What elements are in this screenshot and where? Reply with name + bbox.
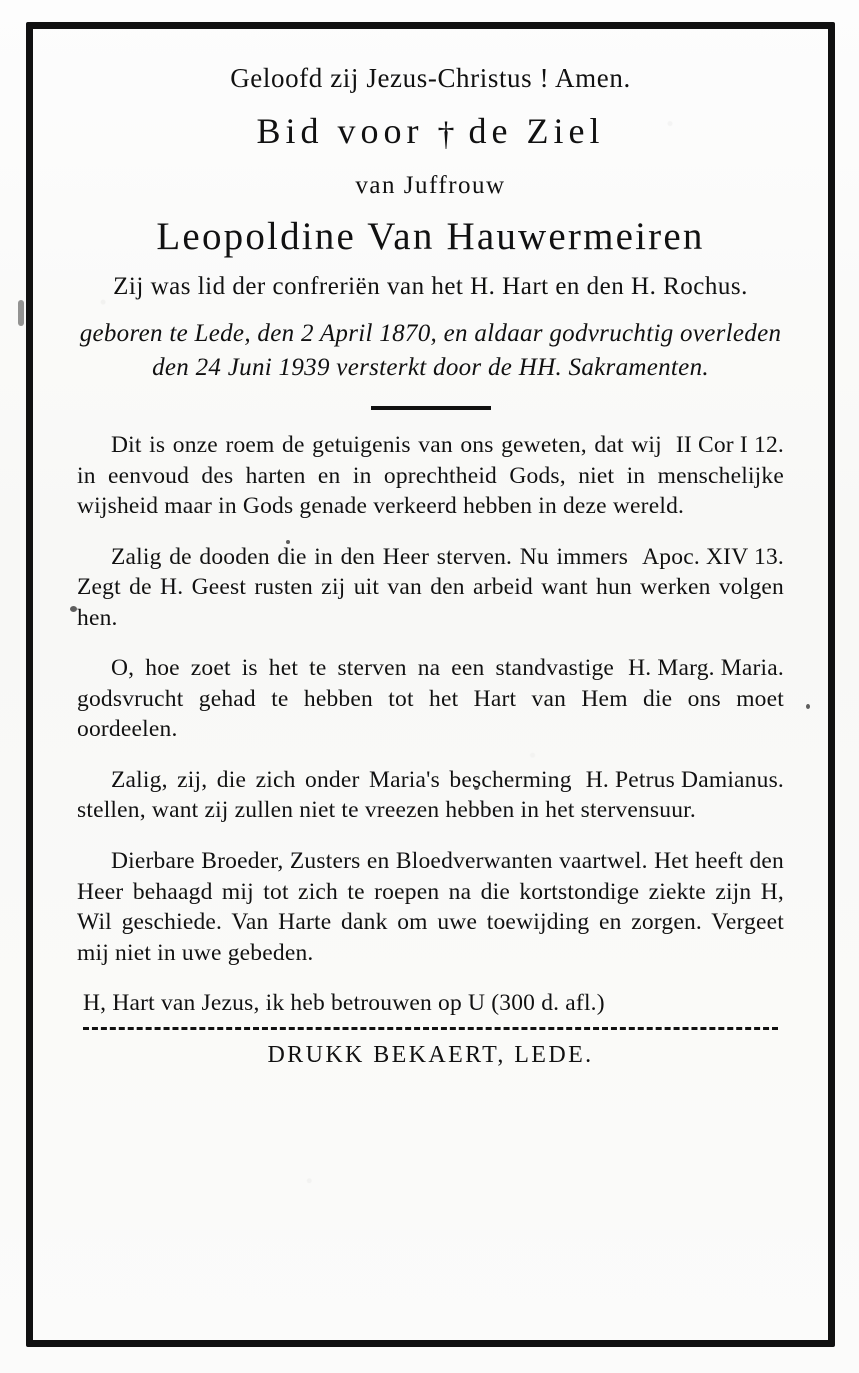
verse-4 [77, 765, 784, 826]
verse-2 [77, 542, 784, 634]
verse-1 [77, 430, 784, 522]
verse-1-text: Dit is onze roem de getuigenis van ons geweten, dat wij in eenvoud des harten en in oprechtheid Gods, niet in menschelijke wijsheid maar in Gods genade verkeerd hebben in deze wereld. [77, 432, 784, 520]
pray-suffix: de Ziel [468, 111, 605, 151]
scan-artifact [18, 300, 24, 326]
honorific: van Juffrouw [355, 172, 506, 199]
memorial-card-border [26, 22, 835, 1347]
membership-text: Zij was lid der confreriën van het H. Hart en den H. Rochus. [113, 273, 748, 300]
memorial-card-content [33, 29, 828, 1340]
cross-icon: † [437, 116, 455, 153]
verse-2-text: Zalig de dooden die in den Heer sterven. Nu immers Zegt de H. Geest rusten zij uit van den arbeid want hun werken volgen hen. [77, 543, 784, 631]
final-invocation: H, Hart van Jezus, ik heb betrouwen op U (300 d. afl.) [83, 990, 605, 1017]
birth-death-dates: geboren te Lede, den 2 April 1870, en aldaar godvruchtig overleden den 24 Juni 1939 versterkt door de HH. Sakramenten. [79, 320, 782, 381]
printer-credit: DRUKK BEKAERT, LEDE. [267, 1042, 594, 1069]
verse-3 [77, 653, 784, 745]
verse-1-source: II Cor I 12. [675, 432, 784, 458]
printer-divider [83, 1027, 778, 1030]
verse-3-source: H. Marg. Maria. [628, 655, 784, 682]
farewell-text: Dierbare Broeder, Zusters en Bloedverwanten vaartwel. Het heeft den Heer behaagd mij tot zich te roepen na die kortstondige ziekte zijn H, Wil geschiede. Van Harte dank om uwe toewijding en zorgen. Vergeet mij niet in uwe gebeden. [77, 848, 784, 966]
deceased-name: Leopoldine Van Hauwermeiren [156, 215, 705, 258]
divider [371, 406, 491, 410]
verse-4-source: H. Petrus Damianus. [585, 766, 784, 793]
pray-for-the-soul-line [77, 110, 784, 154]
verse-4-text: Zalig, zij, die zich onder Maria's bescherming stellen, want zij zullen niet te vreezen hebben in het stervensuur. [77, 766, 696, 824]
pray-prefix: Bid voor [256, 111, 424, 151]
verse-2-source: Apoc. XIV 13. [642, 543, 784, 570]
verse-3-text: O, hoe zoet is het te sterven na een standvastige godsvrucht gehad te hebben tot het Hart van Hem die ons moet oordeelen. [77, 655, 784, 743]
top-invocation: Geloofd zij Jezus-Christus ! Amen. [230, 63, 631, 93]
